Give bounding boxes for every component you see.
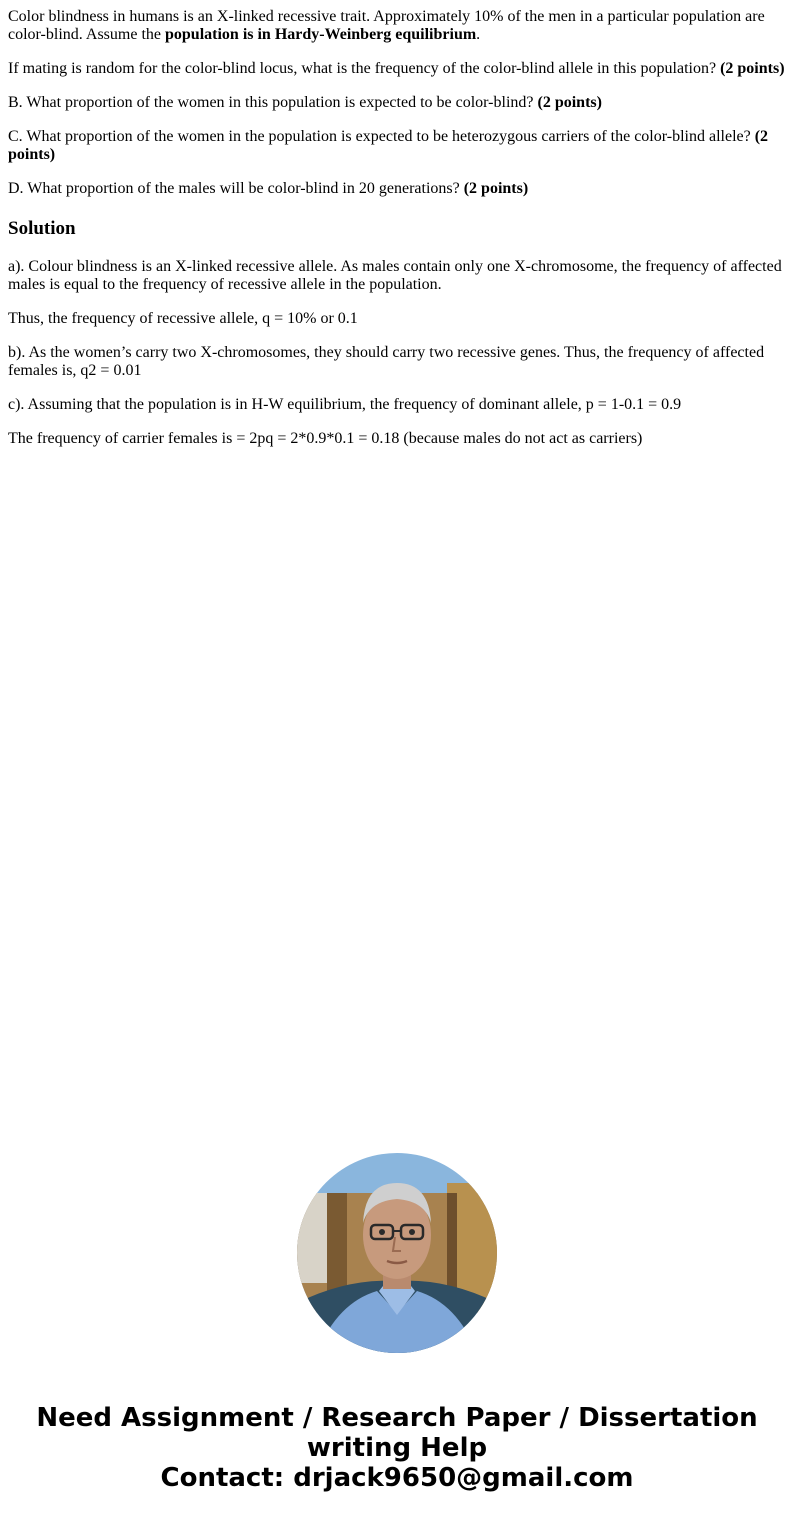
promo-banner <box>0 1403 794 1493</box>
question-intro-text: Color blindness in humans is an X-linked recessive trait. Approximately 10% of the men in a particular population are color-blind. Assume the <box>8 8 765 43</box>
question-part-points: (2 points) <box>720 60 785 77</box>
question-part-a <box>8 60 788 78</box>
question-part-d <box>8 180 788 198</box>
question-part-b <box>8 94 788 112</box>
question-intro-bold: population is in Hardy-Weinberg equilibrium <box>165 26 477 43</box>
solution-paragraph: c). Assuming that the population is in H-W equilibrium, the frequency of dominant allele, p = 1-0.1 = 0.9 <box>8 396 682 413</box>
promo-contact: Contact: drjack9650@gmail.com <box>160 1463 634 1493</box>
question-part-text: B. What proportion of the women in this population is expected to be color-blind? <box>8 94 538 111</box>
solution-paragraph: Thus, the frequency of recessive allele, q = 10% or 0.1 <box>8 310 358 327</box>
author-avatar <box>297 1153 497 1353</box>
question-intro-end: . <box>476 26 481 43</box>
question-part-c <box>8 128 788 164</box>
question-part-points: (2 points) <box>8 128 769 163</box>
solution-paragraph: b). As the women’s carry two X-chromosomes, they should carry two recessive genes. Thus, the frequency of affected females is, q2 = 0.01 <box>8 344 765 379</box>
solution-paragraph: a). Colour blindness is an X-linked recessive allele. As males contain only one X-chromosome, the frequency of affected males is equal to the frequency of recessive allele in the population. <box>8 258 782 293</box>
question-part-points: (2 points) <box>537 94 602 111</box>
solution-heading: Solution <box>8 218 76 239</box>
promo-line: Need Assignment / Research Paper / Dissertation <box>36 1403 758 1433</box>
question-part-text: If mating is random for the color-blind locus, what is the frequency of the color-blind allele in this population? <box>8 60 721 77</box>
author-photo <box>297 1153 497 1353</box>
solution-paragraph: The frequency of carrier females is = 2pq = 2*0.9*0.1 = 0.18 (because males do not act as carriers) <box>8 430 643 447</box>
question-part-points: (2 points) <box>463 180 529 197</box>
promo-line: writing Help <box>306 1433 488 1463</box>
question-intro <box>8 8 788 44</box>
document-content <box>8 8 788 464</box>
question-part-text: D. What proportion of the males will be color-blind in 20 generations? <box>8 180 464 197</box>
question-part-text: C. What proportion of the women in the population is expected to be heterozygous carriers of the color-blind allele? <box>8 128 755 145</box>
